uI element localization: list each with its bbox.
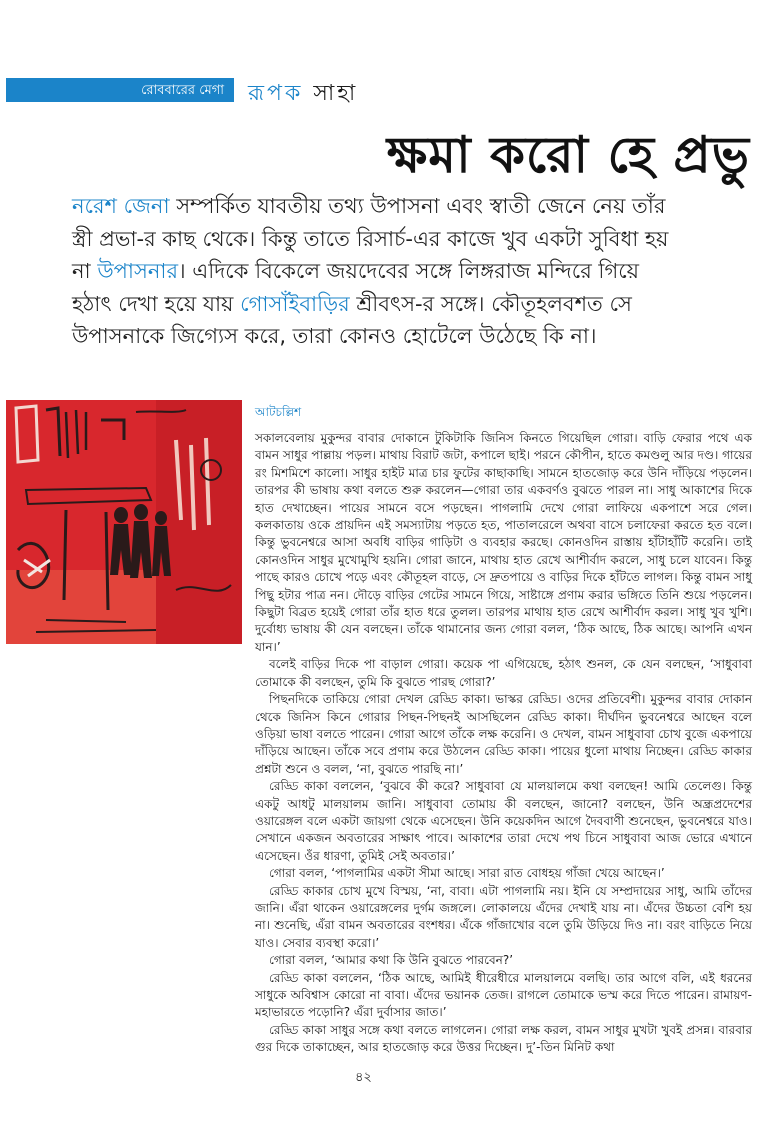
intro-text-2: । এদিকে বিকেলে জয়দেবের সঙ্গে লিঙ্গরাজ মন্দিরে গিয়ে হঠাৎ দেখা হয়ে যায় <box>72 259 640 316</box>
body-paragraph: রেড্ডি কাকা বললেন, ‘বুঝবে কী করে? সাধুবাবা যে মালয়ালমে কথা বলছেন! আমি তেলেগু। কিন্তু একটু আধটু মালয়ালম জানি। সাধুবাবা তোমায় কী বলছেন, জানো? বলছেন, উনি অন্ধ্রপ্রদেশের ওয়ারেঙ্গল বলে একটা জায়গা থেকে এসেছেন। উনি কয়েকদিন আগে দৈববাণী শুনেছেন, ভুবনেশ্বরে যাও। সেখানে একজন অবতারের সাক্ষাৎ পাবে। আকাশের তারা দেখে পথ চিনে সাধুবাবা আজ ভোরে এখানে এসেছেন। ওঁর ধারণা, তুমিই সেই অবতার।’ <box>255 779 752 863</box>
author-first-name: রূপক <box>248 81 304 106</box>
page-number: ৪২ <box>355 1070 372 1085</box>
story-body <box>255 430 752 1057</box>
chapter-number: আটচল্লিশ <box>255 405 302 419</box>
body-paragraph: রেড্ডি কাকা বললেন, ‘ঠিক আছে, আমিই ধীরেধীরে মালয়ালমে বলছি। তার আগে বলি, এই ধরনের সাধুকে অবিশ্বাস কোরো না বাবা। এঁদের ভয়ানক তেজ। রাগলে তোমাকে ভস্ম করে দিতে পারেন। রামায়ণ-মহাভারতে পড়োনি? এঁরা দুর্বাসার জাত।’ <box>255 970 752 1020</box>
author-name <box>248 76 358 113</box>
body-paragraph: গোরা বলল, ‘পাগলামির একটা সীমা আছে। সারা রাত বোধহয় গাঁজা খেয়ে আছেন।’ <box>269 866 665 881</box>
section-label-band <box>6 78 234 102</box>
intro-upasana-highlight: উপাসনার <box>97 259 179 283</box>
body-paragraph: রেড্ডি কাকার চোখ মুখে বিস্ময়, ‘না, বাবা। এটা পাগলামি নয়। ইনি যে সম্প্রদায়ের সাধু, আমি তাঁদের জানি। এঁরা থাকেন ওয়ারেঙ্গলের দুর্গম জঙ্গলে। লোকালয়ে এঁদের দেখাই যায় না। এঁদের উচ্চতা বেশি হয় না। শুনেছি, এঁরা বামন অবতারের বংশধর। এঁকে গাঁজাখোর বলে তুমি উড়িয়ে দিও না। বরং বাড়িতে নিয়ে যাও। সেবার ব্যবস্থা করো।’ <box>255 883 752 950</box>
intro-paragraph <box>72 190 682 353</box>
body-paragraph: রেড্ডি কাকা সাধুর সঙ্গে কথা বলতে লাগলেন। গোরা লক্ষ করল, বামন সাধুর মুখটা খুবই প্রসন্ন। বারবার গুর দিকে তাকাচ্ছেন, আর হাতজোড় করে উত্তর দিচ্ছেন। দু’-তিন মিনিট কথা <box>255 1022 752 1055</box>
intro-text-1: সম্পর্কিত যাবতীয় তথ্য উপাসনা এবং স্বাতী জেনে নেয় তাঁর স্ত্রী প্রভা-র কাছ থেকে। কিন্তু তাতে রিসার্চ-এর কাজে খুব একটা সুবিধা হয় না <box>72 194 669 283</box>
body-paragraph: পিছনদিকে তাকিয়ে গোরা দেখল রেড্ডি কাকা। ভাস্কর রেড্ডি। ওদের প্রতিবেশী। মুকুন্দর বাবার দোকান থেকে জিনিস কিনে গোরার পিছন-পিছনই আসছিলেন রেড্ডি কাকা। দীর্ঘদিন ভুবনেশ্বরে আছেন বলে ওড়িয়া ভাষা বলতে পারেন। গোরা আগে তাঁকে লক্ষ করেনি। ও দেখল, বামন সাধুবাবা চোখ বুজে একপায়ে দাঁড়িয়ে আছেন। তাঁকে সবে প্রণাম করে উঠলেন রেড্ডি কাকা। পায়ের ধুলো মাথায় নিচ্ছেন। রেড্ডি কাকার প্রশ্নটা শুনে ও বলল, ‘না, বুঝতে পারছি না।’ <box>255 692 752 776</box>
body-paragraph: বলেই বাড়ির দিকে পা বাড়াল গোরা। কয়েক পা এগিয়েছে, হঠাৎ শুনল, কে যেন বলছেন, ‘সাধুবাবা তোমাকে কী বলছেন, তুমি কি বুঝতে পারছ গোরা?’ <box>255 657 752 689</box>
illustration <box>6 400 242 644</box>
body-paragraph: গোরা বলল, ‘আমার কথা কি উনি বুঝতে পারবেন?’ <box>269 953 514 968</box>
intro-gosai-highlight: গোসাঁইবাড়ির <box>240 291 350 316</box>
story-title: ক্ষমা করো হে প্রভু <box>386 126 750 184</box>
intro-name-highlight: নরেশ জেনা <box>72 194 170 218</box>
body-paragraph: সকালবেলায় মুকুন্দর বাবার দোকানে টুকিটাকি জিনিস কিনতে গিয়েছিল গোরা। বাড়ি ফেরার পথে এক বামন সাধুর পাল্লায় পড়ল। মাথায় বিরাট জটা, কপালে ছাই। পরনে কৌপীন, হাতে কমণ্ডলু আর দণ্ড। গায়ের রং মিশমিশে কালো। সাধুর হাইট মাত্র চার ফুটের কাছাকাছি। সামনে হাতজোড় করে উনি দাঁড়িয়ে পড়লেন। তারপর কী ভাষায় কথা বলতে শুরু করলেন—গোরা তার একবর্ণও বুঝতে পারল না। সাধু আকাশের দিকে হাত দেখাচ্ছেন। পায়ের সামনে বসে পড়ছেন। পাগলামি দেখে গোরা লাফিয়ে একপাশে সরে গেল। কলকাতায় ওকে প্রায়দিন এই সমস্যাটায় পড়তে হত, পাতালরেলে অথবা বাসে চলাফেরা করতে হত বলে। কিন্তু ভুবনেশ্বরে আসা অবধি বাড়ির গাড়িটা ও ব্যবহার করছে। কোনওদিন রাস্তায় হাঁটাহাঁটি করেনি। তাই কোনওদিন সাধুর মুখোমুখি হয়নি। গোরা জানে, মাথায় হাত রেখে আশীর্বাদ করলে, সাধু চলে যাবেন। কিন্তু পাছে কারও চোখে পড়ে এবং কৌতূহল বাড়ে, সে দ্রুতপায়ে ও বাড়ির দিকে হাঁটতে লাগল। কিন্তু বামন সাধু পিছু হটার পাত্র নন। দৌড়ে বাড়ির গেটের সামনে গিয়ে, সাষ্টাঙ্গে প্রণাম করার ভঙ্গিতে তিনি শুয়ে পড়লেন। কিছুটা বিব্রত হয়েই গোরা তাঁর হাত ধরে তুলল। তারপর মাথায় হাত রেখে আশীর্বাদ করল। সাধু খুব খুশি। দুর্বোধ্য ভাষায় কী যেন বলছেন। তাঁকে থামানোর জন্য গোরা বলল, ‘ঠিক আছে, ঠিক আছে। আপনি এখন যান।’ <box>255 431 752 654</box>
author-last-name: সাহা <box>313 81 359 106</box>
section-label: রোববারের মেগা <box>141 83 224 98</box>
intro-text-3: শ্রীবৎস-র সঙ্গে। কৌতূহলবশত সে উপাসনাকে জিগ্যেস করে, তারা কোনও হোটেলে উঠেছে কি না। <box>72 291 632 348</box>
